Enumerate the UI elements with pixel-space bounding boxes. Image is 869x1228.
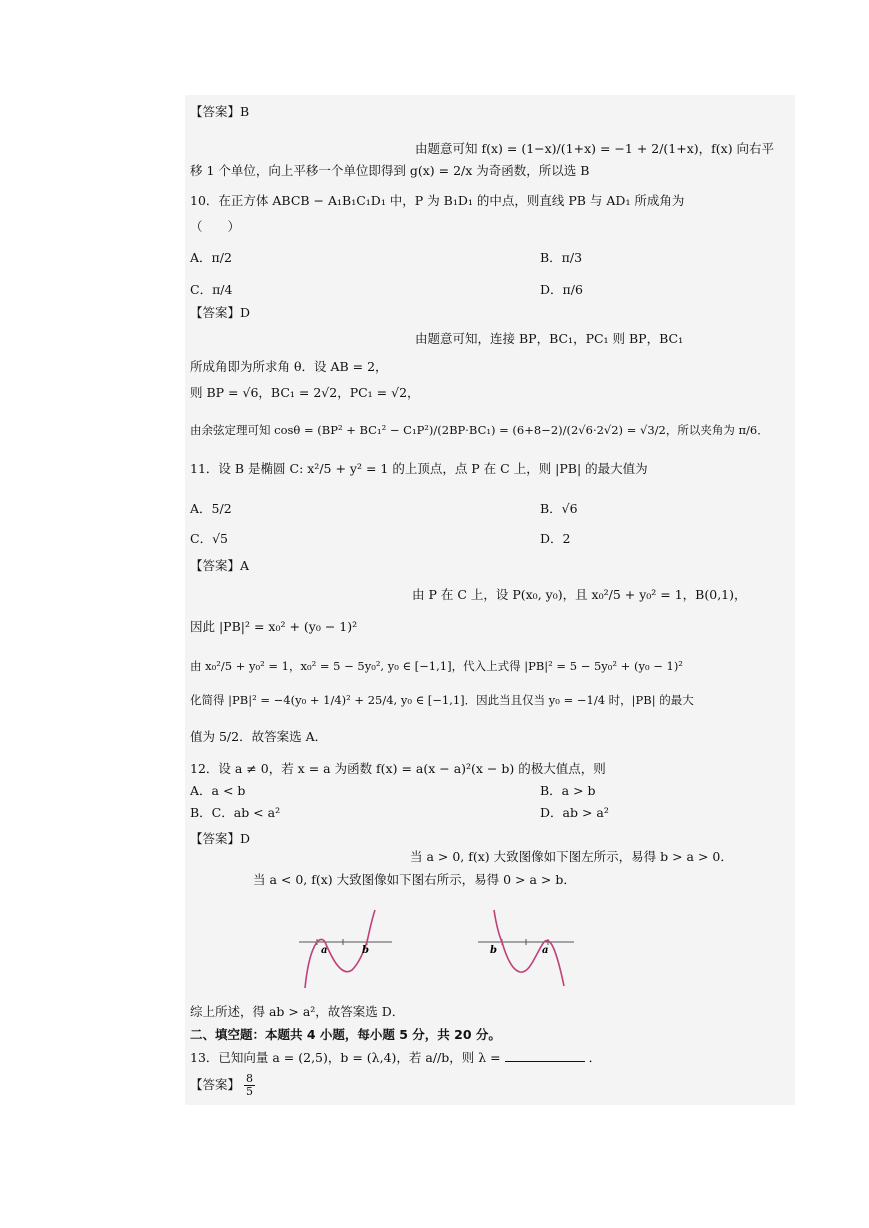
q11-solution-2: 因此 |PB|² = x₀² + (y₀ − 1)² [190, 619, 358, 634]
q9-line1: 由题意可知 f(x) = (1−x)/(1+x) = −1 + 2/(1+x)，f(x) 向右平 [415, 141, 775, 156]
q12-option-c: B．C．ab < a² [190, 805, 281, 820]
q10-stem: 10．在正方体 ABCB − A₁B₁C₁D₁ 中，P 为 B₁D₁ 的中点，则直线 PB 与 AD₁ 所成角为 [190, 193, 685, 208]
q13-answer-fraction [244, 1073, 255, 1098]
q11-solution-1: 由 P 在 C 上，设 P(x₀, y₀)，且 x₀²/5 + y₀² = 1，B(0,1)， [412, 587, 747, 602]
graph-left-label-a: a [321, 945, 328, 956]
graph-right [476, 908, 586, 993]
q13-answer-numerator: 8 [246, 1072, 253, 1085]
graph-right-label-b: b [490, 945, 497, 956]
q13-answer-denominator: 5 [246, 1085, 253, 1098]
q11-solution-3: 由 x₀²/5 + y₀² = 1，x₀² = 5 − 5y₀², y₀ ∈ [−1,1]，代入上式得 |PB|² = 5 − 5y₀² + (y₀ − 1)² [190, 659, 683, 673]
q9-answer: 【答案】B [190, 104, 250, 119]
q13-stem-end: ． [588, 1050, 602, 1065]
q13-stem [190, 1049, 601, 1067]
graph-left-label-b: b [362, 945, 369, 956]
q12-conclusion: 综上所述，得 ab > a²，故答案选 D． [190, 1004, 405, 1019]
q13-blank [505, 1061, 585, 1062]
section-heading: 二、填空题：本题共 4 小题，每小题 5 分，共 20 分。 [190, 1027, 501, 1042]
q12-stem: 12．设 a ≠ 0，若 x = a 为函数 f(x) = a(x − a)²(x − b) 的极大值点，则 [190, 761, 606, 776]
q10-solution-2: 所成角即为所求角 θ．设 AB = 2， [190, 359, 388, 374]
q10-solution-4: 由余弦定理可知 cosθ = (BP² + BC₁² − C₁P²)/(2BP·BC₁) = (6+8−2)/(2√6·2√2) = √3/2，所以夹角为 π/6． [190, 423, 769, 437]
q11-answer: 【答案】A [190, 558, 250, 573]
q12-answer: 【答案】D [190, 831, 251, 846]
q11-solution-5: 值为 5/2．故答案选 A． [190, 729, 328, 744]
q10-option-a: A．π/2 [190, 250, 232, 265]
graph-right-curve [494, 910, 564, 986]
q12-solution-1: 当 a > 0, f(x) 大致图像如下图左所示，易得 b > a > 0． [410, 849, 733, 864]
q10-option-d: D．π/6 [540, 282, 583, 297]
q11-option-d: D．2 [540, 531, 571, 546]
q11-option-c: C．√5 [190, 531, 228, 546]
q10-option-b: B．π/3 [540, 250, 583, 265]
q12-solution-2: 当 a < 0, f(x) 大致图像如下图右所示，易得 0 > a > b． [253, 872, 576, 887]
q12-option-d: D．ab > a² [540, 805, 609, 820]
q13-answer-label: 【答案】 [190, 1077, 241, 1092]
q10-answer: 【答案】D [190, 305, 251, 320]
q9-line2: 移 1 个单位，向上平移一个单位即得到 g(x) = 2/x 为奇函数，所以选 B [190, 163, 590, 178]
q10-solution-3: 则 BP = √6，BC₁ = 2√2，PC₁ = √2， [190, 385, 420, 400]
q11-option-b: B．√6 [540, 501, 578, 516]
q11-stem: 11．设 B 是椭圆 C: x²/5 + y² = 1 的上顶点，点 P 在 C 上，则 |PB| 的最大值为 [190, 461, 648, 476]
q13-answer [190, 1072, 255, 1098]
q10-solution-1: 由题意可知，连接 BP，BC₁，PC₁ 则 BP，BC₁ [415, 331, 684, 346]
q13-stem-text: 13．已知向量 a = (2,5)，b = (λ,4)，若 a//b，则 λ = [190, 1050, 501, 1065]
q10-paren: （ ） [190, 219, 241, 234]
q11-option-a: A．5/2 [190, 501, 232, 516]
q10-option-c: C．π/4 [190, 282, 233, 297]
q11-solution-4: 化简得 |PB|² = −4(y₀ + 1/4)² + 25/4, y₀ ∈ [−1,1]．因此当且仅当 y₀ = −1/4 时，|PB| 的最大 [190, 693, 694, 707]
graph-left [297, 908, 407, 993]
q12-option-b: B．a > b [540, 783, 596, 798]
q12-option-a: A．a < b [190, 783, 246, 798]
graph-right-label-a: a [542, 945, 549, 956]
